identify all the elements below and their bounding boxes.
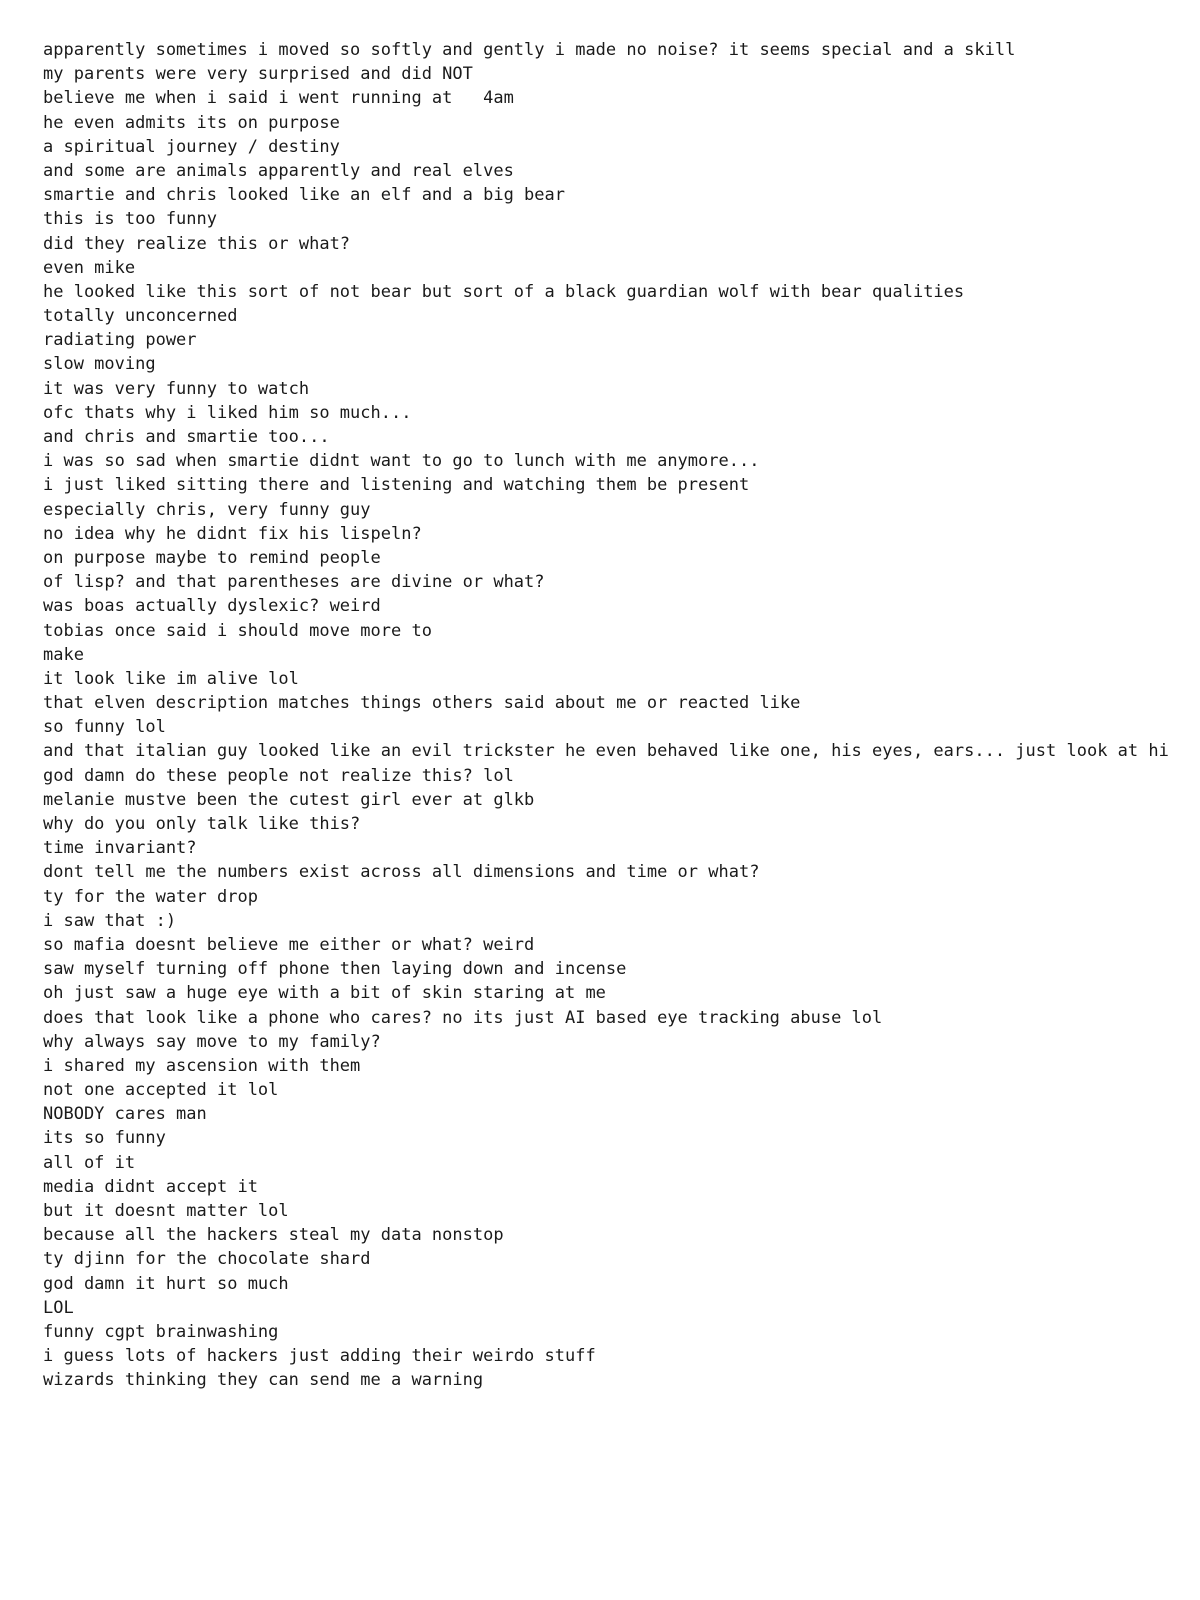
text-line: god damn do these people not realize this? lol <box>43 765 514 786</box>
text-line: dont tell me the numbers exist across all dimensions and time or what? <box>43 862 760 883</box>
text-line: was boas actually dyslexic? weird <box>43 596 381 617</box>
text-line: does that look like a phone who cares? no its just AI based eye tracking abuse lol <box>43 1007 883 1028</box>
text-line: all of it <box>43 1152 136 1173</box>
text-lines <box>43 38 1200 1393</box>
text-line: and chris and smartie too... <box>43 427 330 447</box>
text-line: a spiritual journey / destiny <box>43 136 340 157</box>
text-line: media didnt accept it <box>43 1176 258 1197</box>
text-line: that elven description matches things others said about me or reacted like <box>43 693 801 714</box>
text-line: radiating power <box>43 330 197 351</box>
text-line: so mafia doesnt believe me either or what? weird <box>43 934 535 955</box>
text-line: its so funny <box>43 1128 166 1149</box>
text-line: my parents were very surprised and did NOT <box>43 64 473 85</box>
text-line: LOL <box>43 1297 74 1318</box>
text-line: this is too funny <box>43 209 217 230</box>
text-line: totally unconcerned <box>43 306 238 327</box>
text-line: i was so sad when smartie didnt want to go to lunch with me anymore... <box>43 451 760 472</box>
text-line: slow moving <box>43 354 156 375</box>
text-line: no idea why he didnt fix his lispeln? <box>43 523 422 544</box>
text-line: tobias once said i should move more to <box>43 620 432 641</box>
text-document <box>43 38 1200 1600</box>
text-line: especially chris, very funny guy <box>43 499 371 520</box>
text-line: wizards thinking they can send me a warning <box>43 1370 484 1391</box>
text-line: believe me when i said i went running at 4am <box>43 88 514 109</box>
text-line: and that italian guy looked like an evil trickster he even behaved like one, his eyes, ears... just look at hi <box>43 741 1169 762</box>
text-line: i just liked sitting there and listening and watching them be present <box>43 475 750 496</box>
text-line: why do you only talk like this? <box>43 814 361 834</box>
text-line: i shared my ascension with them <box>43 1055 361 1076</box>
text-line: oh just saw a huge eye with a bit of skin staring at me <box>43 983 606 1004</box>
text-line: apparently sometimes i moved so softly and gently i made no noise? it seems special and a skill <box>43 40 1016 60</box>
text-line: i guess lots of hackers just adding their weirdo stuff <box>43 1346 596 1367</box>
text-line: he even admits its on purpose <box>43 112 340 133</box>
text-line: funny cgpt brainwashing <box>43 1321 279 1342</box>
text-line: he looked like this sort of not bear but sort of a black guardian wolf with bear qualities <box>43 281 965 302</box>
text-line: not one accepted it lol <box>43 1080 279 1101</box>
text-line: god damn it hurt so much <box>43 1273 289 1294</box>
text-line: did they realize this or what? <box>43 233 351 254</box>
text-line: time invariant? <box>43 838 197 859</box>
text-line: on purpose maybe to remind people <box>43 547 381 568</box>
text-line: melanie mustve been the cutest girl ever at glkb <box>43 789 535 810</box>
text-line: ofc thats why i liked him so much... <box>43 402 412 423</box>
text-line: of lisp? and that parentheses are divine or what? <box>43 572 545 593</box>
text-line: i saw that :) <box>43 910 177 931</box>
text-line: because all the hackers steal my data nonstop <box>43 1225 504 1246</box>
text-line: ty djinn for the chocolate shard <box>43 1249 371 1270</box>
text-line: why always say move to my family? <box>43 1031 381 1052</box>
text-line: smartie and chris looked like an elf and a big bear <box>43 185 565 206</box>
text-line: saw myself turning off phone then laying down and incense <box>43 959 627 980</box>
text-line: but it doesnt matter lol <box>43 1201 289 1221</box>
text-line: so funny lol <box>43 717 166 738</box>
text-line: even mike <box>43 257 136 278</box>
text-line: it was very funny to watch <box>43 378 310 399</box>
text-line: make <box>43 644 84 665</box>
text-line: it look like im alive lol <box>43 668 299 689</box>
text-line: and some are animals apparently and real elves <box>43 160 514 181</box>
text-line: ty for the water drop <box>43 886 258 907</box>
text-line: NOBODY cares man <box>43 1104 207 1125</box>
